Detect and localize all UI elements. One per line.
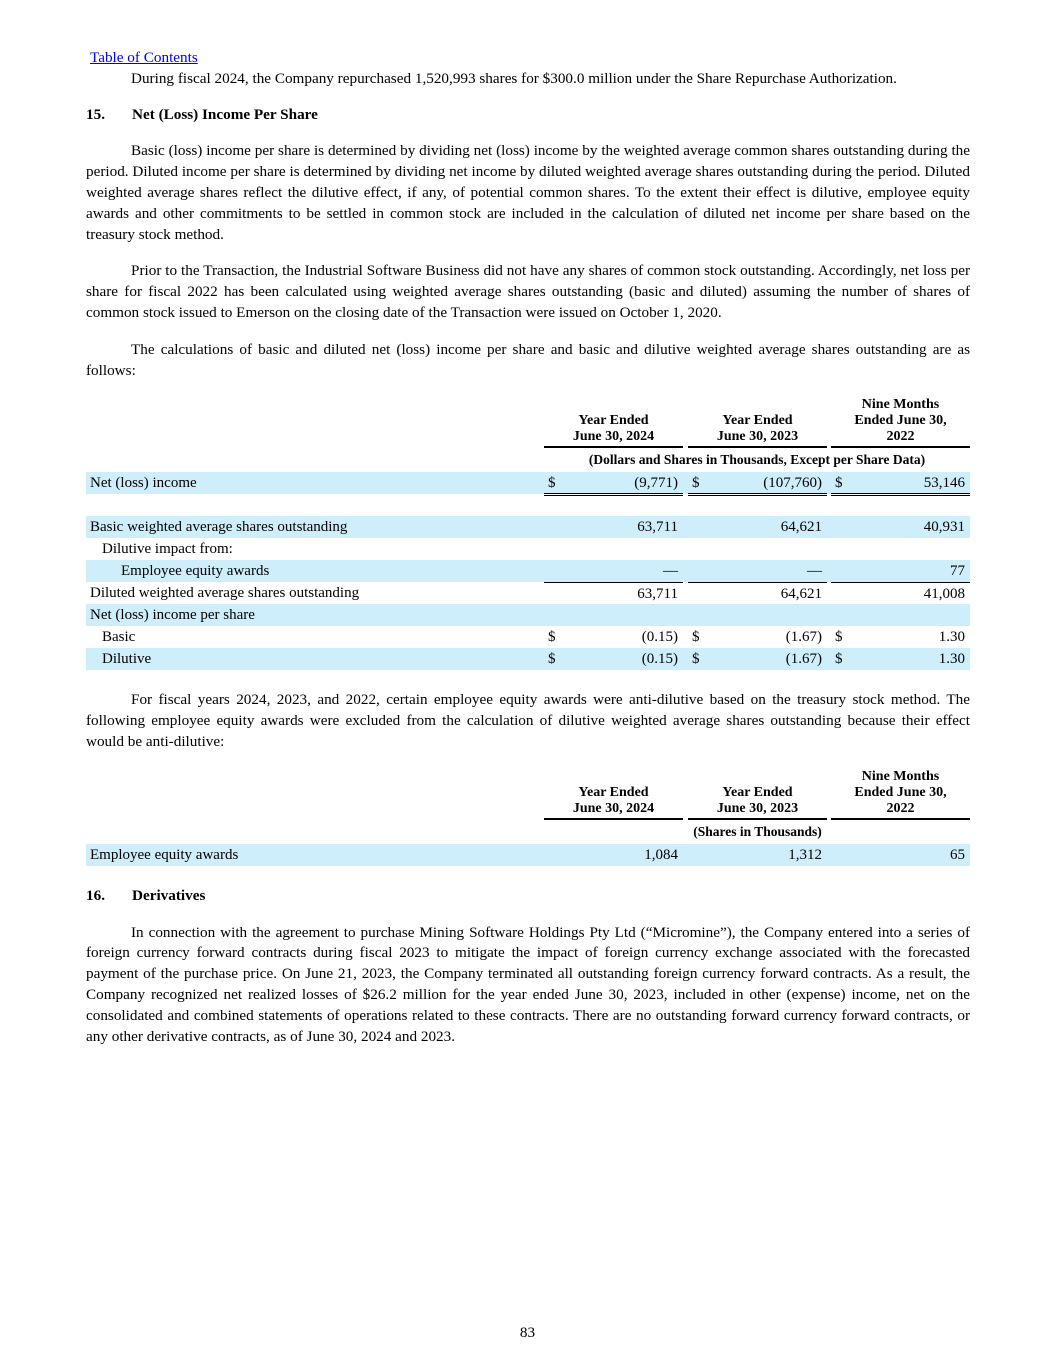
table-row: Net (loss) income $ (9,771) $ (107,760) $ 53,146 <box>86 472 970 494</box>
anti-dilutive-paragraph: For fiscal years 2024, 2023, and 2022, certain employee equity awards were anti-dilutive based on the treasury stock method. The following employee equity awards were excluded from the calculation of dilutive weighted average shares outstanding because their effect would be anti-dilutive: <box>86 691 970 750</box>
col-header-fy2024: Year Ended June 30, 2024 <box>544 785 683 820</box>
col-header-fy2022: Nine Months Ended June 30, 2022 <box>831 769 970 820</box>
eps-table-units: (Dollars and Shares in Thousands, Except per Share Data) <box>588 452 926 468</box>
col-header-fy2023: Year Ended June 30, 2023 <box>688 785 827 820</box>
table-row: Dilutive impact from: <box>102 541 233 558</box>
section-16-title: Derivatives <box>132 886 206 904</box>
table-of-contents-link[interactable]: Table of Contents <box>90 49 198 66</box>
section-15-heading <box>86 105 970 126</box>
anti-dilutive-table-units: (Shares in Thousands) <box>693 823 822 839</box>
col-header-fy2023: Year Ended June 30, 2023 <box>688 413 827 448</box>
col-header-fy2022: Nine Months Ended June 30, 2022 <box>831 397 970 448</box>
table-row: Net (loss) income per share <box>86 604 970 626</box>
anti-dilutive-table <box>86 768 970 866</box>
page-number: 83 <box>519 1324 536 1341</box>
section-15-number: 15. <box>86 105 105 123</box>
section-16-number: 16. <box>86 886 105 904</box>
eps-table-header <box>86 397 970 448</box>
section-15-paragraph-1: Basic (loss) income per share is determined by dividing net (loss) income by the weighted average common shares outstanding during the period. Diluted income per share is determined by dividing net income by diluted weighted average shares outstanding during the period. Diluted weighted average shares reflect the dilutive effect, if any, of potential common shares. To the extent their effect is dilutive, employee equity awards and other commitments to be settled in common stock are included in the calculation of diluted net income per share based on the treasury stock method. <box>86 142 970 243</box>
table-row: Basic $ (0.15) $ (1.67) $ 1.30 <box>102 629 965 646</box>
table-row: Employee equity awards — — 77 <box>86 560 970 582</box>
section-15-title: Net (Loss) Income Per Share <box>132 105 318 123</box>
section-15-paragraph-3: The calculations of basic and diluted net (loss) income per share and basic and dilutive weighted average shares outstanding are as follows: <box>86 340 970 379</box>
eps-table <box>86 397 970 670</box>
document-page <box>86 48 970 1047</box>
table-row: Diluted weighted average shares outstanding 63,711 64,621 41,008 <box>86 582 970 604</box>
anti-dilutive-table-header <box>86 768 970 820</box>
col-header-fy2024: Year Ended June 30, 2024 <box>544 413 683 448</box>
table-row: Employee equity awards 1,084 1,312 65 <box>86 844 970 866</box>
section-15-paragraph-2: Prior to the Transaction, the Industrial Software Business did not have any shares of common stock outstanding. Accordingly, net loss per share for fiscal 2022 has been calculated using weighted average shares outstanding (basic and diluted) assuming the number of shares of common stock issued to Emerson on the closing date of the Transaction were issued on October 1, 2020. <box>86 262 970 321</box>
table-row: Basic weighted average shares outstanding 63,711 64,621 40,931 <box>86 516 970 538</box>
section-16-paragraph: In connection with the agreement to purchase Mining Software Holdings Pty Ltd (“Micromine”), the Company entered into a series of foreign currency forward contracts during fiscal 2023 to mitigate the impact of foreign currency exchange associated with the forecasted payment of the purchase price. On June 21, 2023, the Company terminated all outstanding foreign currency forward contracts. As a result, the Company recognized net realized losses of $26.2 million for the year ended June 30, 2023, included in other (expense) income, net on the consolidated and combined statements of operations related to these contracts. There are no outstanding forward currency forward contracts, or any other derivative contracts, as of June 30, 2024 and 2023. <box>86 923 970 1045</box>
repurchase-paragraph: During fiscal 2024, the Company repurchased 1,520,993 shares for $300.0 million under the Share Repurchase Authorization. <box>131 69 897 87</box>
table-row: Dilutive $ (0.15) $ (1.67) $ 1.30 <box>86 648 970 670</box>
section-16-heading <box>86 886 970 907</box>
